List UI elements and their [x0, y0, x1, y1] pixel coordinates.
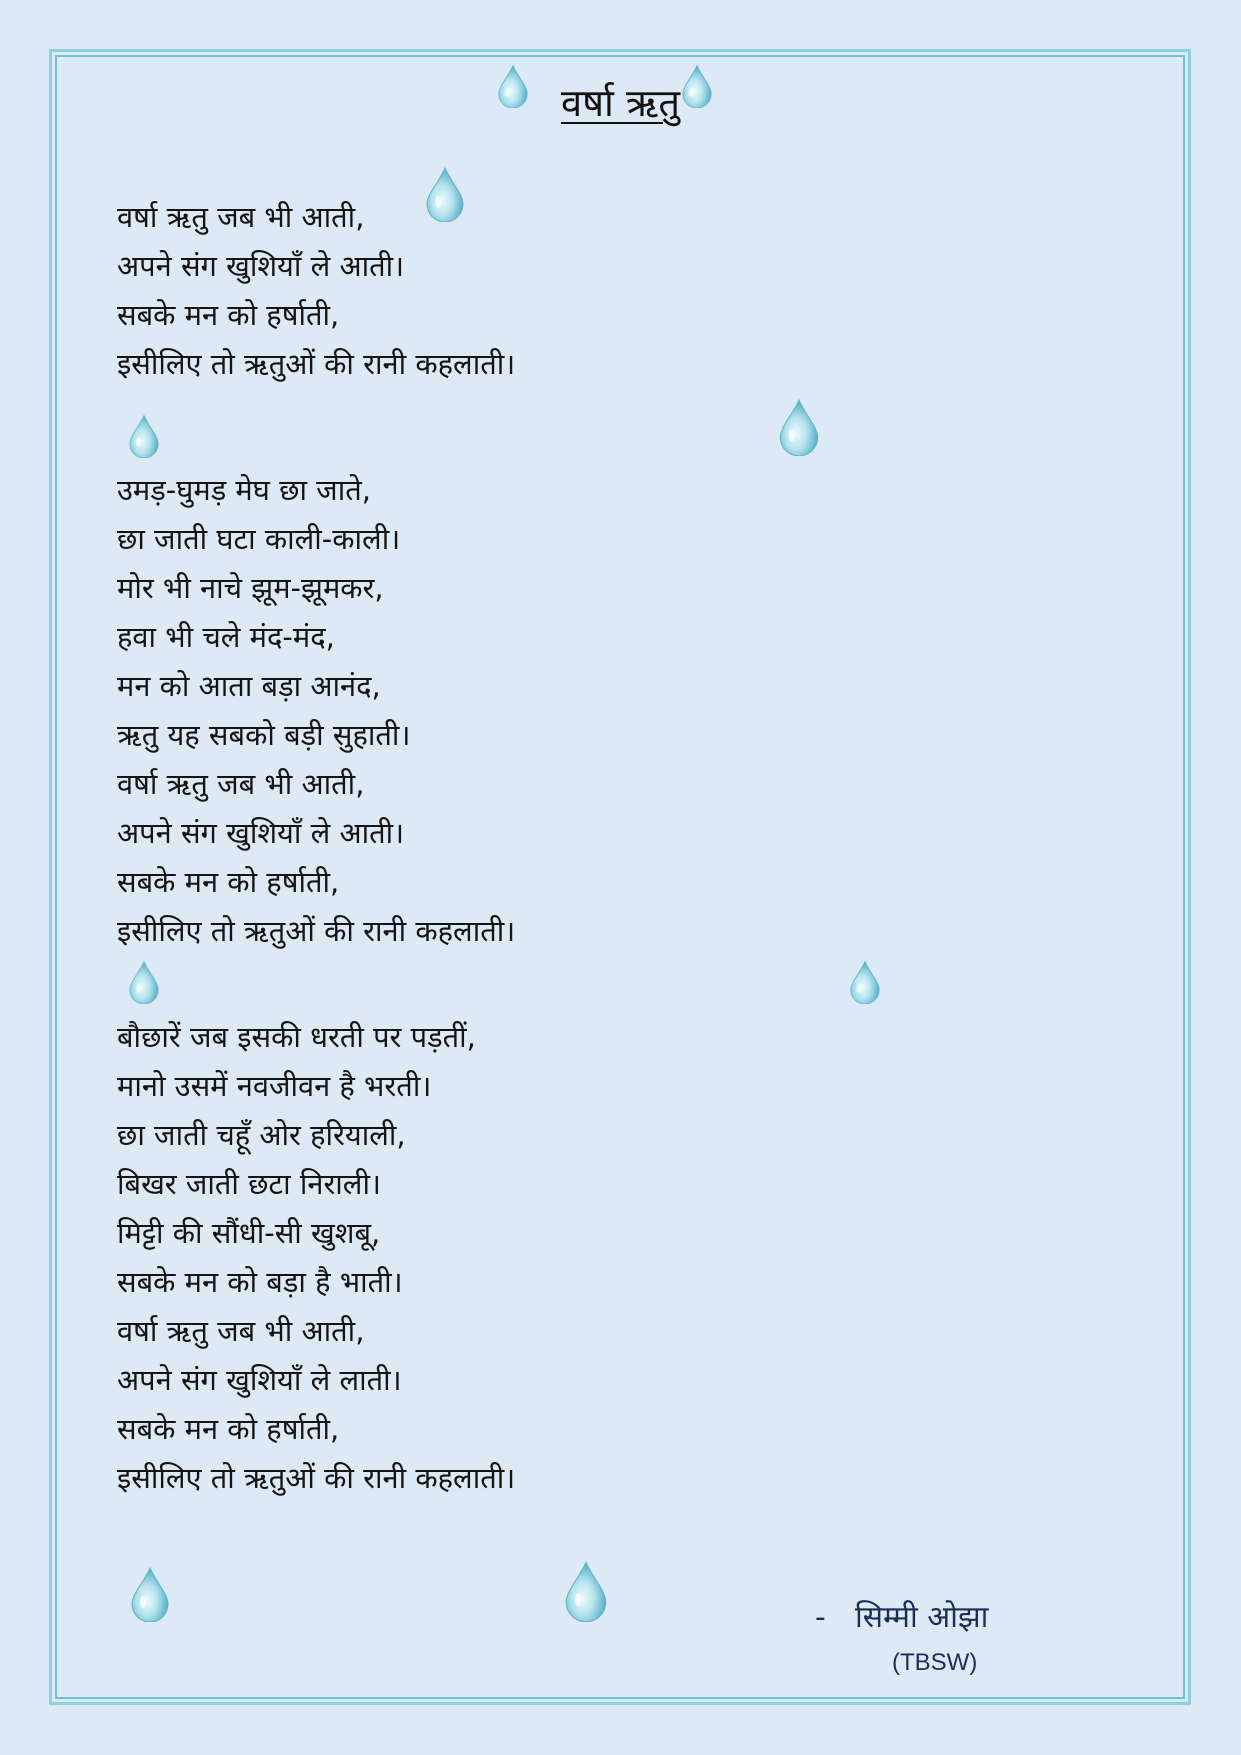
- poem-line: सबके मन को हर्षाती,: [117, 865, 340, 899]
- author-signature: [815, 1595, 988, 1636]
- poem-line: सबके मन को हर्षाती,: [117, 298, 340, 332]
- water-drop-icon: [497, 64, 529, 108]
- water-drop-icon: [849, 960, 881, 1004]
- poem-line: मोर भी नाचे झूम-झूमकर,: [117, 571, 384, 605]
- poem-line: सबके मन को बड़ा है भाती।: [117, 1265, 403, 1299]
- poem-line: हवा भी चले मंद-मंद,: [117, 620, 335, 654]
- poem-line: वर्षा ऋतु जब भी आती,: [117, 767, 365, 801]
- poem-line: वर्षा ऋतु जब भी आती,: [117, 200, 365, 234]
- water-drop-icon: [778, 398, 820, 456]
- water-drop-icon: [128, 414, 160, 458]
- poem-line: मिट्टी की सौंधी-सी खुशबू,: [117, 1216, 381, 1250]
- poem-line: बिखर जाती छटा निराली।: [117, 1167, 381, 1201]
- poem-line: उमड़-घुमड़ मेघ छा जाते,: [117, 473, 371, 507]
- water-drop-icon: [130, 1566, 170, 1622]
- poem-line: इसीलिए तो ऋतुओं की रानी कहलाती।: [117, 914, 516, 948]
- stanza-2: [117, 466, 515, 956]
- poem-line: ऋतु यह सबको बड़ी सुहाती।: [117, 718, 411, 752]
- poem-line: छा जाती घटा काली-काली।: [117, 522, 401, 556]
- poem-line: सबके मन को हर्षाती,: [117, 1412, 340, 1446]
- poem-line: इसीलिए तो ऋतुओं की रानी कहलाती।: [117, 347, 516, 381]
- poem-line: इसीलिए तो ऋतुओं की रानी कहलाती।: [117, 1461, 516, 1495]
- stanza-3: [117, 1013, 515, 1503]
- poem-line: अपने संग खुशियाँ ले आती।: [117, 816, 405, 850]
- poem-line: अपने संग खुशियाँ ले लाती।: [117, 1363, 402, 1397]
- poem-line: मानो उसमें नवजीवन है भरती।: [117, 1069, 432, 1103]
- poem-line: छा जाती चहूँ ओर हरियाली,: [117, 1118, 406, 1152]
- water-drop-icon: [128, 960, 160, 1004]
- poem-line: अपने संग खुशियाँ ले आती।: [117, 249, 405, 283]
- poem-line: मन को आता बड़ा आनंद,: [117, 669, 381, 703]
- stanza-1: [117, 193, 515, 389]
- author-name: सिम्मी ओझा: [855, 1600, 989, 1635]
- water-drop-icon: [564, 1560, 608, 1622]
- water-drop-icon: [425, 166, 465, 222]
- author-org: (TBSW): [892, 1649, 978, 1676]
- poem-line: वर्षा ऋतु जब भी आती,: [117, 1314, 365, 1348]
- water-drop-icon: [681, 64, 713, 108]
- author-dash: -: [815, 1600, 826, 1635]
- poem-line: बौछारें जब इसकी धरती पर पड़तीं,: [117, 1020, 476, 1054]
- poem-title: वर्षा ऋतु: [560, 81, 681, 125]
